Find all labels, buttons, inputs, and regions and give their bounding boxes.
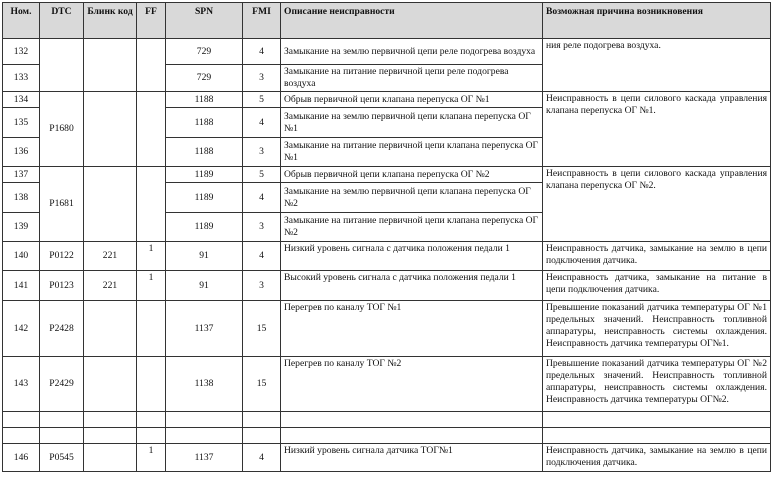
cause-cell: Превышение показаний датчика температуры ОГ №2 предельных значений. Неисправность топливной аппаратуры, неисправность системы охлаждения. Неисправность датчика температуры ОГ№2. xyxy=(543,357,771,412)
blink-cell: 221 xyxy=(84,242,137,271)
col-spn-header: SPN xyxy=(166,3,243,39)
description-cell: Замыкание на питание первичной цепи клапана перепуска ОГ №2 xyxy=(281,213,543,242)
fmi-cell: 3 xyxy=(243,138,281,167)
spn-cell: 91 xyxy=(166,271,243,301)
fmi-cell: 4 xyxy=(243,108,281,138)
spn-cell: 1189 xyxy=(166,183,243,213)
cause-cell: Неисправность датчика, замыкание на землю в цепи подключения датчика. xyxy=(543,242,771,271)
blink-cell: 221 xyxy=(84,271,137,301)
header-row xyxy=(3,3,771,39)
cause-cell: Неисправность датчика, замыкание на питание в цепи подключения датчика. xyxy=(543,271,771,301)
row-num: 135 xyxy=(3,108,40,138)
fmi-cell: 4 xyxy=(243,183,281,213)
cause-cell: ния реле подогрева воздуха. xyxy=(543,39,771,92)
dtc-cell: P1680 xyxy=(40,92,84,167)
table-row xyxy=(3,301,771,357)
fmi-cell: 4 xyxy=(243,39,281,65)
fmi-cell: 4 xyxy=(243,242,281,271)
row-num: 133 xyxy=(3,65,40,92)
dtc-cell: P1681 xyxy=(40,167,84,242)
table-row xyxy=(3,39,771,65)
row-num: 136 xyxy=(3,138,40,167)
spn-cell: 1138 xyxy=(166,357,243,412)
spn-cell: 1189 xyxy=(166,167,243,183)
ff-cell xyxy=(137,301,166,357)
ff-cell xyxy=(137,357,166,412)
description-cell: Низкий уровень сигнала с датчика положения педали 1 xyxy=(281,242,543,271)
spn-cell: 1188 xyxy=(166,138,243,167)
empty-row xyxy=(3,412,771,428)
table-row xyxy=(3,271,771,301)
fmi-cell: 3 xyxy=(243,213,281,242)
row-num: 142 xyxy=(3,301,40,357)
description-cell: Высокий уровень сигнала с датчика положения педали 1 xyxy=(281,271,543,301)
dtc-cell xyxy=(40,39,84,92)
description-cell: Замыкание на землю первичной цепи клапана перепуска ОГ №1 xyxy=(281,108,543,138)
spn-cell: 1137 xyxy=(166,444,243,472)
row-num: 146 xyxy=(3,444,40,472)
blink-cell xyxy=(84,301,137,357)
description-cell: Замыкание на питание первичной цепи реле подогрева воздуха xyxy=(281,65,543,92)
ff-cell: 1 xyxy=(137,444,166,472)
table-row xyxy=(3,92,771,108)
dtc-cell: P0123 xyxy=(40,271,84,301)
ff-cell xyxy=(137,39,166,92)
col-cause-header: Возможная причина возникновения xyxy=(543,3,771,39)
fmi-cell: 15 xyxy=(243,301,281,357)
dtc-cell: P2428 xyxy=(40,301,84,357)
table-row xyxy=(3,444,771,472)
fmi-cell: 5 xyxy=(243,92,281,108)
col-dtc-header: DTC xyxy=(40,3,84,39)
fmi-cell: 15 xyxy=(243,357,281,412)
row-num: 141 xyxy=(3,271,40,301)
blink-cell xyxy=(84,92,137,167)
description-cell: Перегрев по каналу ТОГ №1 xyxy=(281,301,543,357)
row-num: 143 xyxy=(3,357,40,412)
col-fmi-header: FMI xyxy=(243,3,281,39)
ff-cell: 1 xyxy=(137,271,166,301)
spn-cell: 729 xyxy=(166,39,243,65)
blink-cell xyxy=(84,444,137,472)
spn-cell: 729 xyxy=(166,65,243,92)
fmi-cell: 4 xyxy=(243,444,281,472)
row-num: 140 xyxy=(3,242,40,271)
fmi-cell: 3 xyxy=(243,271,281,301)
fmi-cell: 3 xyxy=(243,65,281,92)
table-row xyxy=(3,357,771,412)
description-cell: Замыкание на землю первичной цепи реле подогрева воздуха xyxy=(281,39,543,65)
spn-cell: 1188 xyxy=(166,108,243,138)
table-row xyxy=(3,242,771,271)
cause-cell: Неисправность в цепи силового каскада управления клапана перепуска ОГ №2. xyxy=(543,167,771,242)
dtc-cell: P0545 xyxy=(40,444,84,472)
blink-cell xyxy=(84,167,137,242)
row-num: 139 xyxy=(3,213,40,242)
description-cell: Низкий уровень сигнала датчика ТОГ№1 xyxy=(281,444,543,472)
spn-cell: 91 xyxy=(166,242,243,271)
description-cell: Перегрев по каналу ТОГ №2 xyxy=(281,357,543,412)
blink-cell xyxy=(84,357,137,412)
cause-cell: Неисправность датчика, замыкание на землю в цепи подключения датчика. xyxy=(543,444,771,472)
spn-cell: 1137 xyxy=(166,301,243,357)
col-num-header: Ном. xyxy=(3,3,40,39)
fault-codes-table xyxy=(2,2,771,472)
spn-cell: 1188 xyxy=(166,92,243,108)
empty-row xyxy=(3,428,771,444)
row-num: 132 xyxy=(3,39,40,65)
col-ff-header: FF xyxy=(137,3,166,39)
row-num: 134 xyxy=(3,92,40,108)
description-cell: Замыкание на землю первичной цепи клапана перепуска ОГ №2 xyxy=(281,183,543,213)
description-cell: Замыкание на питание первичной цепи клапана перепуска ОГ №1 xyxy=(281,138,543,167)
table-row xyxy=(3,167,771,183)
description-cell: Обрыв первичной цепи клапана перепуска ОГ №2 xyxy=(281,167,543,183)
description-cell: Обрыв первичной цепи клапана перепуска ОГ №1 xyxy=(281,92,543,108)
col-blink-header: Блинк код xyxy=(84,3,137,39)
cause-cell: Неисправность в цепи силового каскада управления клапана перепуска ОГ №1. xyxy=(543,92,771,167)
spn-cell: 1189 xyxy=(166,213,243,242)
dtc-cell: P0122 xyxy=(40,242,84,271)
fmi-cell: 5 xyxy=(243,167,281,183)
row-num: 138 xyxy=(3,183,40,213)
ff-cell xyxy=(137,92,166,167)
row-num: 137 xyxy=(3,167,40,183)
dtc-cell: P2429 xyxy=(40,357,84,412)
ff-cell xyxy=(137,167,166,242)
cause-cell: Превышение показаний датчика температуры ОГ №1 предельных значений. Неисправность топливной аппаратуры, неисправность системы охлаждения. Неисправность датчика температуры ОГ№1. xyxy=(543,301,771,357)
col-description-header: Описание неисправности xyxy=(281,3,543,39)
blink-cell xyxy=(84,39,137,92)
ff-cell: 1 xyxy=(137,242,166,271)
